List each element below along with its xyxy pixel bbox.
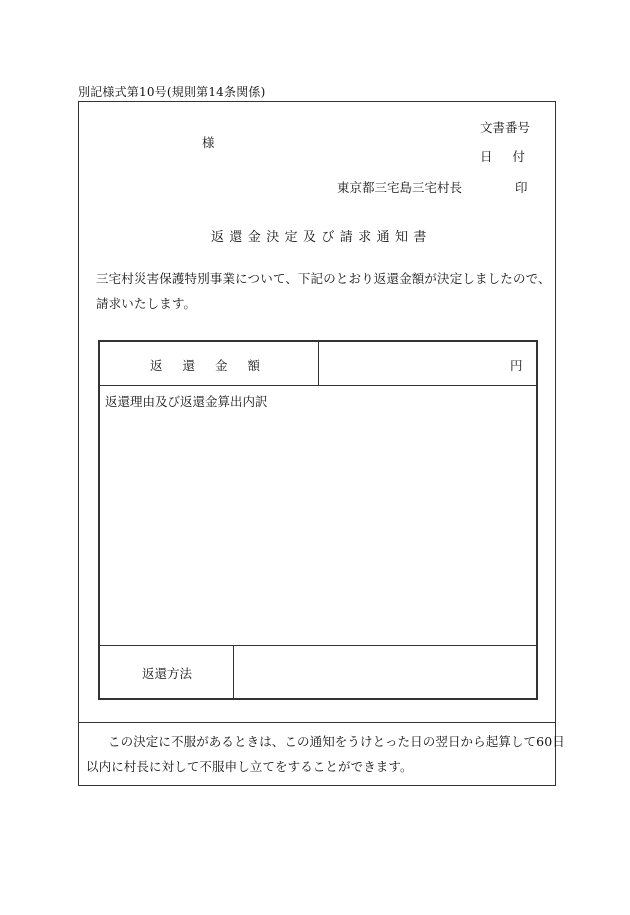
- table-divider: [318, 342, 319, 385]
- date-label: 日付: [480, 149, 546, 164]
- table-divider: [100, 385, 536, 386]
- seal-mark: 印: [515, 180, 528, 195]
- addressee-suffix: 様: [202, 135, 215, 150]
- refund-details-table: [98, 340, 538, 700]
- form-reference: 別記様式第10号(規則第14条関係): [78, 85, 266, 99]
- notice-form-frame: [78, 101, 565, 786]
- document-number-label: 文書番号: [480, 120, 531, 135]
- body-text-line-1: 三宅村災害保護特別事業について、下記のとおり返還金額が決定しましたので、: [96, 271, 551, 286]
- refund-reason-label: 返還理由及び返還金算出内訳: [105, 394, 268, 409]
- table-divider: [100, 645, 536, 646]
- appeal-note-line-1: この決定に不服があるときは、この通知をうけとった日の翌日から起算して60日: [108, 734, 565, 749]
- refund-amount-label: 返還金額: [150, 358, 281, 373]
- document-title: 返還金決定及び請求通知書: [211, 230, 432, 245]
- currency-unit: 円: [510, 358, 523, 373]
- table-divider: [233, 645, 234, 698]
- appeal-note-line-2: 以内に村長に対して不服申し立てをすることができます。: [86, 759, 413, 774]
- refund-method-label: 返還方法: [142, 666, 193, 681]
- notice-divider: [79, 722, 555, 723]
- body-text-line-2: 請求いたします。: [96, 296, 197, 311]
- issuer-name: 東京都三宅島三宅村長: [337, 180, 463, 195]
